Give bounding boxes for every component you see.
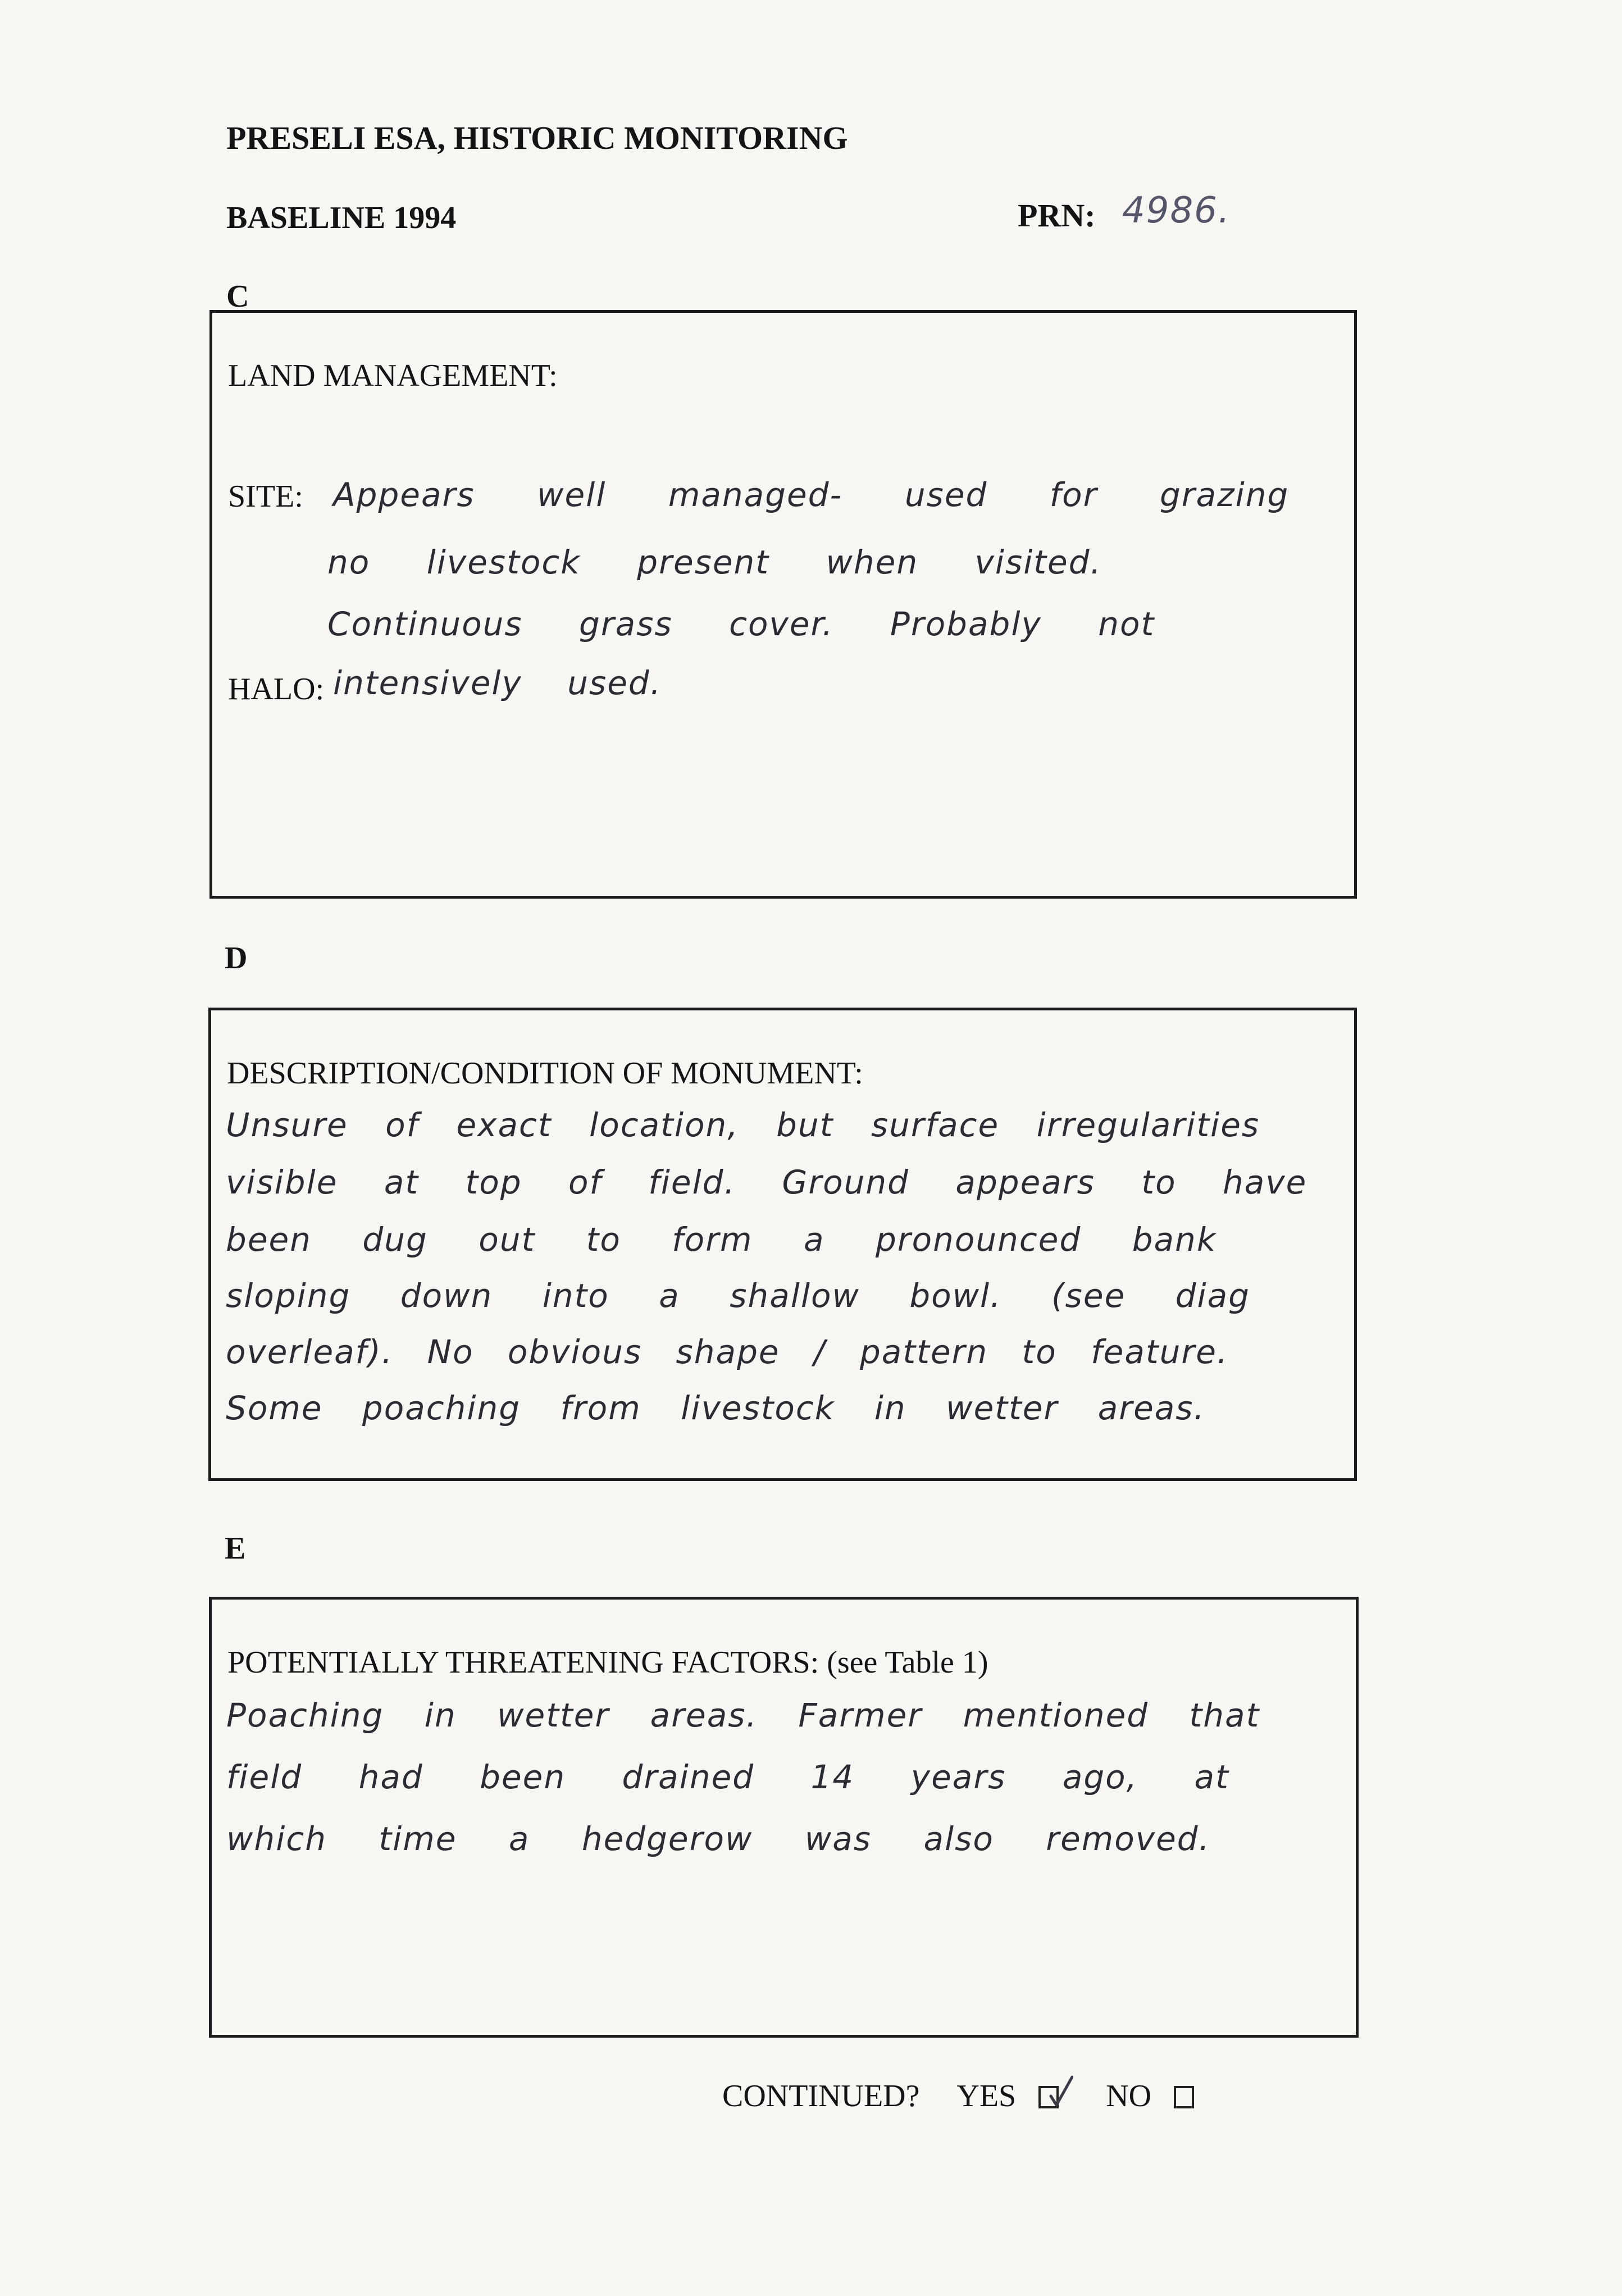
- land-management-line: no livestock present when visited.: [327, 543, 1102, 581]
- threatening-factors-line: which time a hedgerow was also removed.: [226, 1820, 1211, 1858]
- description-line: been dug out to form a pronounced bank: [226, 1220, 1217, 1259]
- land-management-box: [209, 310, 1357, 899]
- threatening-factors-line: Poaching in wetter areas. Farmer mentioned that: [226, 1696, 1260, 1734]
- description-line: Unsure of exact location, but surface irregularities: [226, 1106, 1260, 1144]
- description-heading: DESCRIPTION/CONDITION OF MONUMENT:: [227, 1056, 863, 1091]
- form-title: PRESELI ESA, HISTORIC MONITORING: [226, 120, 848, 156]
- land-management-line: Appears well managed- used for grazing: [333, 476, 1290, 514]
- no-checkbox[interactable]: [1174, 2086, 1194, 2108]
- halo-label: HALO:: [228, 672, 325, 707]
- description-line: sloping down into a shallow bowl. (see diag: [226, 1277, 1250, 1315]
- yes-label: YES: [956, 2079, 1017, 2113]
- threatening-factors-heading: POTENTIALLY THREATENING FACTORS: (see Table 1): [227, 1645, 988, 1680]
- no-label: NO: [1106, 2079, 1152, 2113]
- description-box: [208, 1008, 1357, 1481]
- yes-checkbox[interactable]: [1038, 2086, 1059, 2108]
- section-c-letter: C: [226, 279, 249, 314]
- description-line: overleaf). No obvious shape / pattern to feature.: [226, 1333, 1229, 1371]
- baseline-label: BASELINE 1994: [226, 201, 457, 235]
- land-management-line: Continuous grass cover. Probably not: [327, 605, 1155, 643]
- continued-row: [722, 2078, 1194, 2114]
- section-d-letter: D: [225, 941, 248, 976]
- land-management-heading: LAND MANAGEMENT:: [228, 358, 558, 393]
- prn-label: PRN:: [1018, 197, 1096, 234]
- prn-value: 4986.: [1122, 190, 1231, 231]
- description-line: Some poaching from livestock in wetter areas.: [226, 1389, 1205, 1427]
- check-mark-icon: [1049, 2074, 1073, 2111]
- description-line: visible at top of field. Ground appears to have: [226, 1163, 1307, 1201]
- site-label: SITE:: [228, 479, 303, 514]
- threatening-factors-line: field had been drained 14 years ago, at: [226, 1758, 1229, 1796]
- land-management-line: intensively used.: [333, 664, 662, 702]
- continued-label: CONTINUED?: [722, 2079, 920, 2113]
- section-e-letter: E: [225, 1531, 246, 1566]
- threatening-factors-box: [209, 1597, 1359, 2038]
